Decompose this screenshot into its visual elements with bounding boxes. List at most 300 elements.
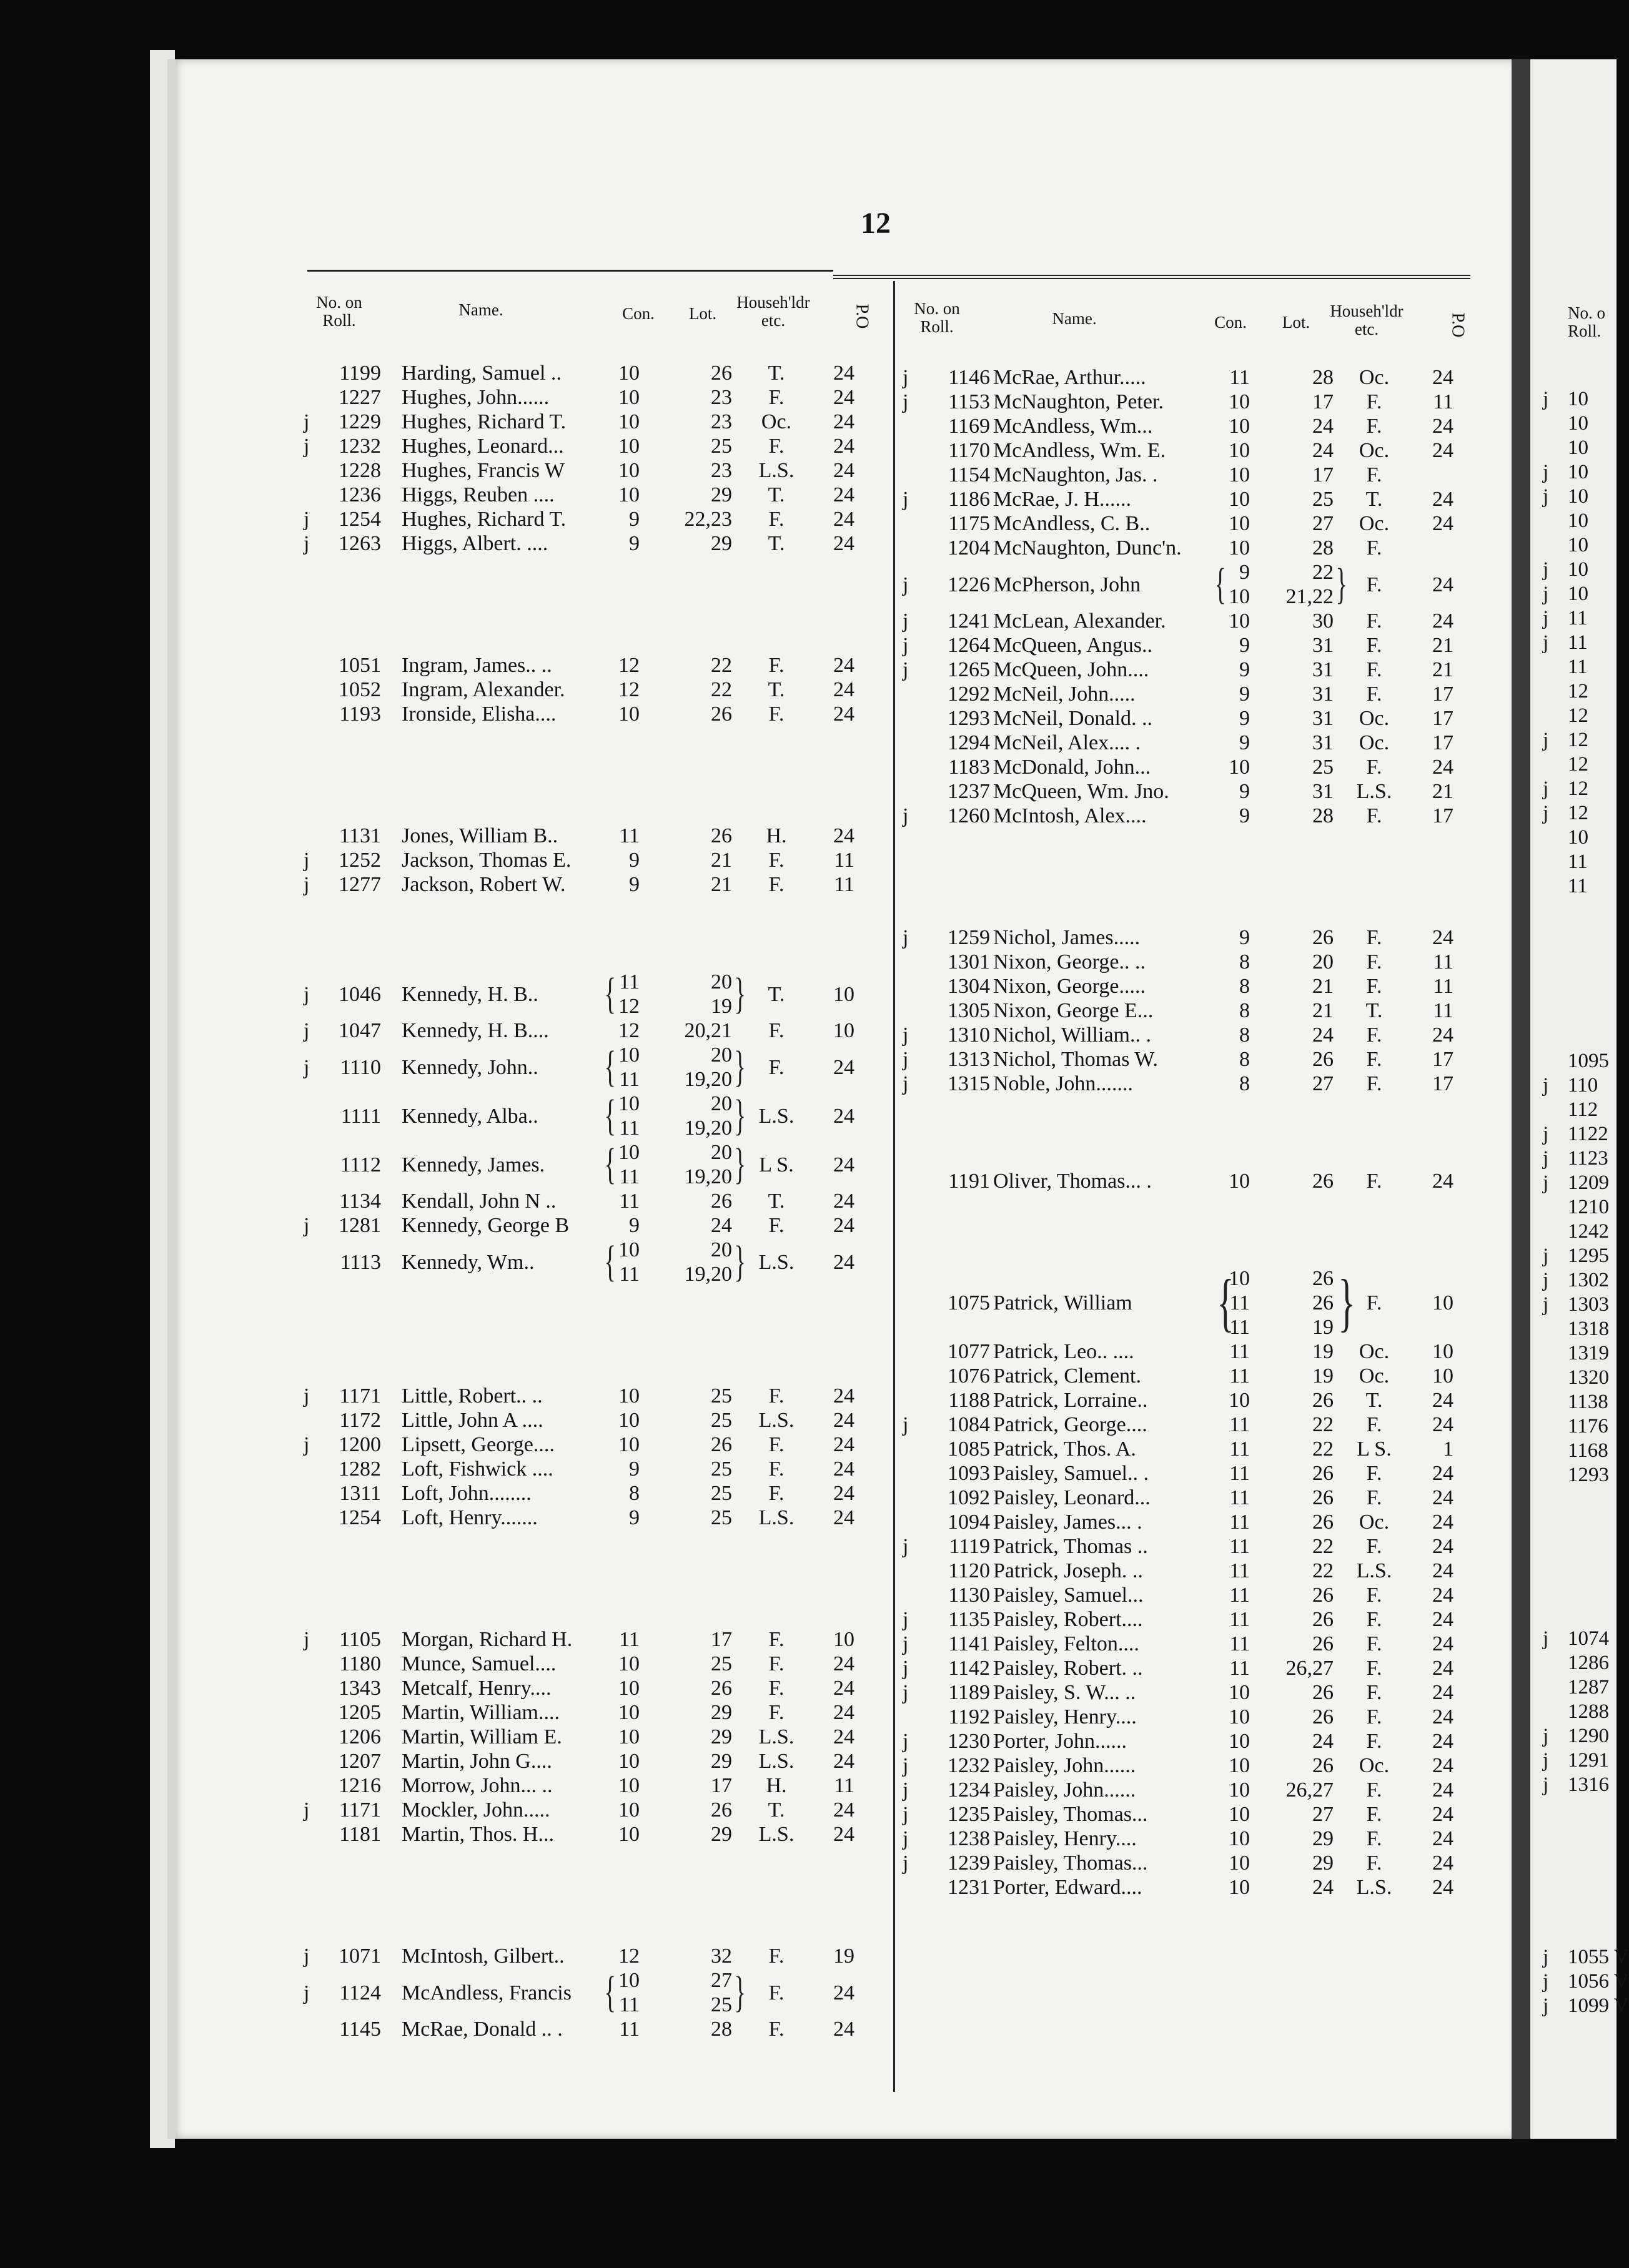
lot: 27: [1312, 1072, 1334, 1095]
post-office: 17: [1432, 1072, 1453, 1095]
post-office: 19: [833, 1945, 854, 1968]
elector-name: McRae, J. H......: [993, 488, 1131, 511]
voter-flag: j: [304, 1019, 310, 1042]
post-office: 21: [1432, 634, 1453, 657]
lot: 26: [1312, 1584, 1334, 1607]
elector-name: McQueen, Wm. Jno.: [993, 780, 1169, 803]
concession: 9: [1239, 561, 1250, 584]
concession: 10: [618, 1823, 640, 1846]
lot-stack: [675, 970, 732, 1018]
householder-status: F.: [1366, 415, 1382, 438]
lot: 25: [711, 1482, 732, 1505]
next-page-entry: [1530, 387, 1617, 412]
post-office: 24: [833, 1750, 854, 1773]
concession: 12: [618, 1945, 640, 1968]
post-office: 24: [833, 1457, 854, 1481]
voter-flag: j: [903, 366, 909, 389]
roll-entry: [292, 1944, 873, 1968]
lot: 20: [711, 970, 732, 993]
elector-name: Hughes, John......: [402, 386, 550, 409]
elector-name: Porter, John......: [993, 1730, 1127, 1753]
roll-number: 1105: [339, 1628, 381, 1651]
householder-status: Oc.: [1359, 366, 1390, 389]
householder-status: F.: [1366, 1657, 1382, 1680]
lot: 28: [1312, 536, 1334, 560]
lot: 29: [1312, 1827, 1334, 1850]
concession: 10: [618, 1433, 640, 1456]
roll-entry: [292, 653, 873, 678]
concession-stack: [1221, 560, 1250, 609]
voter-flag: j: [1543, 558, 1549, 581]
roll-entry: [292, 1481, 873, 1506]
roll-entry: [890, 1559, 1465, 1583]
roll-entry: [292, 1749, 873, 1773]
roll-number: 1176: [1568, 1415, 1608, 1437]
concession: 8: [629, 1482, 640, 1505]
roll-number: 1237: [948, 780, 990, 803]
concession: 10: [618, 459, 640, 482]
section-gap: [890, 828, 1465, 925]
lot: 20: [711, 1043, 732, 1067]
elector-name: Loft, Henry.......: [402, 1506, 538, 1529]
lot: 26: [1312, 1511, 1334, 1534]
roll-entry: [292, 1018, 873, 1043]
lot: 22: [1312, 1559, 1334, 1582]
elector-name: McNaughton, Peter.: [993, 390, 1164, 413]
concession: 8: [1239, 1072, 1250, 1095]
householder-status: F.: [1366, 1705, 1382, 1728]
lot: 22,23: [684, 508, 732, 531]
header-rule-left-2: [833, 275, 1470, 276]
roll-number: 1319: [1568, 1342, 1609, 1364]
roll-entry: [292, 2017, 873, 2041]
voter-flag: j: [903, 658, 909, 681]
roll-number: 1230: [948, 1730, 990, 1753]
elector-name: Paisley, Robert. ..: [993, 1657, 1143, 1680]
lot: 22: [711, 654, 732, 677]
roll-number: 1193: [339, 703, 381, 726]
roll-number: 1242: [1568, 1220, 1609, 1243]
next-page-entry: [1530, 1049, 1617, 1073]
post-office: 24: [1432, 573, 1453, 596]
post-office: 24: [1432, 366, 1453, 389]
lot: 20: [711, 1238, 732, 1261]
roll-number: 1265: [948, 658, 990, 681]
lot: 19: [711, 995, 732, 1018]
concession: 11: [619, 1263, 640, 1286]
roll-number: 1229: [339, 410, 381, 433]
householder-status: T.: [1365, 999, 1383, 1022]
brace-open: {: [1217, 1266, 1234, 1338]
roll-entry: [890, 1534, 1465, 1559]
post-office: 24: [1432, 1511, 1453, 1534]
concession: 11: [619, 1165, 640, 1188]
roll-number: 1199: [339, 362, 381, 385]
lot: 28: [1312, 804, 1334, 827]
next-page-entry: [1530, 1171, 1617, 1195]
roll-entry: [890, 1753, 1465, 1778]
lot: 21: [711, 849, 732, 872]
post-office: 24: [833, 410, 854, 433]
post-office: 10: [833, 983, 854, 1006]
next-page-entry: [1530, 1651, 1617, 1675]
next-page-entry: [1530, 777, 1617, 801]
header-rule-right: [833, 278, 1470, 279]
roll-number: 1094: [948, 1511, 990, 1534]
roll-number: 1142: [948, 1657, 990, 1680]
elector-name: McPherson, John: [993, 573, 1141, 596]
lot-stack: [675, 1238, 732, 1286]
voter-flag: j: [903, 1754, 909, 1777]
lot: 19,20: [684, 1263, 732, 1286]
next-page-entry: [1530, 874, 1617, 899]
concession: 11: [1229, 1511, 1250, 1534]
roll-number: 12: [1568, 753, 1588, 776]
concession: 10: [618, 1238, 640, 1261]
concession: 10: [618, 703, 640, 726]
elector-name: Higgs, Albert. ....: [402, 532, 548, 555]
householder-status: F.: [1366, 573, 1382, 596]
concession: 10: [1229, 536, 1250, 560]
elector-name: Paisley, Thomas...: [993, 1803, 1148, 1826]
elector-name: Patrick, Thomas ..: [993, 1535, 1148, 1558]
roll-entry: [292, 1652, 873, 1676]
roll-number: 1293: [1568, 1464, 1609, 1486]
concession: 10: [1229, 390, 1250, 413]
elector-name: Harding, Samuel ..: [402, 362, 562, 385]
next-page-entry: [1530, 533, 1617, 558]
roll-entry: [292, 1384, 873, 1408]
householder-status: F.: [1366, 950, 1382, 974]
roll-number: 10: [1568, 461, 1588, 483]
concession: 11: [1229, 1462, 1250, 1485]
elector-name: McNaughton, Dunc'n.: [993, 536, 1182, 560]
roll-number: 1085: [948, 1437, 990, 1461]
elector-name: Nichol, Thomas W.: [993, 1048, 1158, 1071]
lot-stack: [675, 1968, 732, 2017]
householder-status: Oc.: [1359, 512, 1390, 535]
roll-number: 1254: [339, 508, 381, 531]
elector-name: Paisley, John......: [993, 1754, 1136, 1777]
post-office: 24: [1432, 488, 1453, 511]
next-page-entry: [1530, 728, 1617, 752]
householder-status: L.S.: [758, 1251, 795, 1274]
lot-stack: [675, 1140, 732, 1189]
roll-number: 1071: [339, 1945, 381, 1968]
next-page-entry: [1530, 412, 1617, 436]
concession: 10: [1229, 1827, 1250, 1850]
next-page-entry: [1530, 679, 1617, 704]
next-page-entry: [1530, 1748, 1617, 1773]
next-page-entry: [1530, 1073, 1617, 1098]
roll-number: 1075: [948, 1291, 990, 1314]
concession: 10: [1229, 415, 1250, 438]
roll-number: 12: [1568, 704, 1588, 727]
lot: 26: [1312, 1048, 1334, 1071]
post-office: 21: [1432, 658, 1453, 681]
lot: 19: [1312, 1340, 1334, 1363]
roll-entry: [890, 779, 1465, 804]
elector-name: Little, John A ....: [402, 1409, 543, 1432]
concession: 9: [629, 873, 640, 896]
concession: 10: [1229, 1876, 1250, 1899]
lot: 19,20: [684, 1165, 732, 1188]
roll-number: 12: [1568, 802, 1588, 824]
concession: 8: [1239, 975, 1250, 998]
next-page-entry: [1530, 1414, 1617, 1439]
elector-name: Patrick, Clement.: [993, 1364, 1142, 1388]
roll-entry: [890, 658, 1465, 682]
post-office: 24: [1432, 1389, 1453, 1412]
elector-name: McLean, Alexander.: [993, 609, 1166, 633]
post-office: 24: [833, 2018, 854, 2041]
next-page-entry: [1530, 509, 1617, 533]
elector-name: McNeil, John.....: [993, 683, 1136, 706]
voter-flag: j: [903, 1657, 909, 1680]
concession: 12: [618, 995, 640, 1018]
concession: 11: [619, 2018, 640, 2041]
concession: 9: [1239, 658, 1250, 681]
voter-flag: j: [903, 1632, 909, 1655]
roll-entry: [890, 1875, 1465, 1900]
concession: 11: [619, 1993, 640, 2016]
roll-entry: [890, 1023, 1465, 1047]
next-page-rows: [1530, 1627, 1617, 1797]
elector-name: Jackson, Robert W.: [402, 873, 566, 896]
post-office: 24: [1432, 1023, 1453, 1047]
concession: 9: [1239, 707, 1250, 730]
roll-number: 1302: [1568, 1269, 1609, 1291]
post-office: 11: [834, 849, 854, 872]
lot: 28: [711, 2018, 732, 2041]
householder-status: F.: [768, 508, 785, 531]
householder-status: F.: [1366, 1486, 1382, 1509]
elector-name: Patrick, Joseph. ..: [993, 1559, 1143, 1582]
post-office: 24: [1432, 415, 1453, 438]
concession: 9: [629, 508, 640, 531]
roll-entry: [890, 1461, 1465, 1486]
voter-flag: j: [304, 410, 310, 433]
householder-status: L.S.: [758, 1409, 795, 1432]
elector-name: Nixon, George.....: [993, 975, 1146, 998]
roll-number: 11: [1568, 656, 1588, 678]
post-office: 11: [834, 873, 854, 896]
roll-number: 1095: [1568, 1050, 1609, 1072]
post-office: 10: [1432, 1364, 1453, 1388]
roll-number: 1315: [948, 1072, 990, 1095]
roll-number: 10: [1568, 534, 1588, 556]
roll-entry: [890, 804, 1465, 828]
elector-name: Ironside, Elisha....: [402, 703, 557, 726]
lot: 20: [711, 1092, 732, 1115]
elector-name: Paisley, James... .: [993, 1511, 1142, 1534]
post-office: 24: [833, 1214, 854, 1237]
roll-number: 1288: [1568, 1700, 1609, 1723]
elector-name: Nichol, James.....: [993, 926, 1141, 949]
post-office: 24: [833, 1153, 854, 1176]
next-page-entry: [1530, 485, 1617, 509]
next-page-entry: [1530, 1773, 1617, 1797]
concession: 11: [619, 1190, 640, 1213]
householder-status: L.S.: [758, 1750, 795, 1773]
elector-name: Kennedy, George B: [402, 1214, 570, 1237]
post-office: 24: [833, 508, 854, 531]
lot: 26: [711, 362, 732, 385]
roll-number: 1236: [339, 483, 381, 506]
voter-flag: j: [903, 390, 909, 413]
lot: 20: [711, 1141, 732, 1164]
roll-entry: [890, 1364, 1465, 1388]
concession: 12: [618, 654, 640, 677]
voter-flag: j: [304, 532, 310, 555]
lot: 23: [711, 459, 732, 482]
roll-number: 1304: [948, 975, 990, 998]
lot: 26: [1312, 1462, 1334, 1485]
roll-number: 1293: [948, 707, 990, 730]
householder-status: F.: [1366, 1681, 1382, 1704]
section-gap: [292, 1286, 873, 1384]
post-office: 24: [1432, 439, 1453, 462]
roll-entry: [292, 1213, 873, 1238]
roll-number: 1171: [339, 1798, 381, 1822]
roll-number: 1252: [339, 849, 381, 872]
post-office: 24: [1432, 1608, 1453, 1631]
post-office: 24: [833, 1433, 854, 1456]
brace-open: {: [604, 1140, 616, 1188]
next-page-rows: [1530, 387, 1617, 899]
roll-number: 10: [1568, 485, 1588, 508]
lot: 25: [711, 1993, 732, 2016]
elector-name: Lipsett, George....: [402, 1433, 555, 1456]
lot: 20: [1312, 950, 1334, 974]
lot-stack: [1276, 560, 1334, 609]
roll-number: 1263: [339, 532, 381, 555]
brace-open: {: [604, 1043, 616, 1091]
lot: 17: [1312, 463, 1334, 486]
roll-number: 1170: [948, 439, 990, 462]
roll-number: 1077: [948, 1340, 990, 1363]
lot: 25: [711, 1457, 732, 1481]
roll-number: 1282: [339, 1457, 381, 1481]
householder-status: F.: [1366, 634, 1382, 657]
voter-flag: j: [903, 1730, 909, 1753]
post-office: 24: [833, 1823, 854, 1846]
voter-flag: j: [903, 1608, 909, 1631]
concession: 9: [629, 1457, 640, 1481]
lot: 22: [1312, 561, 1334, 584]
voter-flag: j: [1543, 1293, 1549, 1316]
householder-status: Oc.: [1359, 439, 1390, 462]
brace-close: }: [734, 970, 746, 1018]
lot: 32: [711, 1945, 732, 1968]
householder-status: Oc.: [1359, 731, 1390, 754]
post-office: 24: [833, 532, 854, 555]
next-page-entry: [1530, 1317, 1617, 1341]
householder-status: Oc.: [1359, 707, 1390, 730]
householder-status: T.: [768, 362, 785, 385]
voter-flag: j: [903, 609, 909, 633]
householder-status: F.: [1366, 756, 1382, 779]
post-office: 24: [1432, 1730, 1453, 1753]
roll-entry: [890, 1607, 1465, 1632]
next-page-rows: [1530, 1945, 1629, 2018]
householder-status: L.S.: [758, 459, 795, 482]
header-po-left: P.O: [852, 303, 872, 329]
post-office: 24: [1432, 1657, 1453, 1680]
roll-number: 110: [1568, 1074, 1598, 1097]
elector-name: Martin, William....: [402, 1701, 560, 1724]
roll-number: 1111: [340, 1105, 381, 1128]
lot: 31: [1312, 658, 1334, 681]
roll-entry: [890, 1047, 1465, 1072]
lot: 28: [1312, 366, 1334, 389]
concession: 9: [1239, 804, 1250, 827]
householder-status: T.: [768, 532, 785, 555]
post-office: 24: [1432, 1486, 1453, 1509]
roll-entry: [292, 361, 873, 385]
householder-status: F.: [1366, 1023, 1382, 1047]
elector-name: Ingram, James.. ..: [402, 654, 552, 677]
concession: 9: [1239, 731, 1250, 754]
roll-entry: [292, 1773, 873, 1798]
post-office: 24: [833, 1701, 854, 1724]
roll-number: 10: [1568, 826, 1588, 849]
next-page-entry: [1530, 826, 1617, 850]
elector-name: Porter, Edward....: [993, 1876, 1142, 1899]
roll-number: 1207: [339, 1750, 381, 1773]
header-househ-left: Househ'ldr etc.: [736, 293, 810, 330]
concession: 10: [1229, 1705, 1250, 1728]
next-page-entry: [1530, 850, 1617, 874]
roll-entry: [890, 1827, 1465, 1851]
next-page-entry: [1530, 1390, 1617, 1414]
concession: 10: [1229, 488, 1250, 511]
voter-flag: j: [1543, 583, 1549, 605]
householder-status: F.: [768, 2018, 785, 2041]
roll-entry: [292, 1700, 873, 1725]
post-office: 24: [833, 654, 854, 677]
roll-number: 1232: [948, 1754, 990, 1777]
elector-name: McDonald, John...: [993, 756, 1151, 779]
elector-name: Martin, William E.: [402, 1725, 562, 1748]
concession: 10: [1229, 1778, 1250, 1802]
elector-name: Patrick, Lorraine..: [993, 1389, 1148, 1412]
householder-status: H.: [766, 1774, 787, 1797]
concession-stack: [611, 970, 640, 1018]
householder-status: F.: [768, 386, 785, 409]
brace-close: }: [1335, 560, 1348, 608]
post-office: 24: [833, 703, 854, 726]
elector-name: McAndless, Francis: [402, 1981, 572, 2004]
post-office: 24: [1432, 1778, 1453, 1802]
roll-number: 1235: [948, 1803, 990, 1826]
post-office: 24: [833, 386, 854, 409]
elector-name: Martin, Thos. H...: [402, 1823, 554, 1846]
roll-entry: [292, 1506, 873, 1530]
roll-entry: [890, 1339, 1465, 1364]
householder-status: F.: [1366, 975, 1382, 998]
roll-entry: [890, 633, 1465, 658]
lot: 26: [1312, 1754, 1334, 1777]
householder-status: F.: [1366, 926, 1382, 949]
householder-status: F.: [768, 1482, 785, 1505]
roll-number: 1206: [339, 1725, 381, 1748]
elector-name: Kennedy, Alba..: [402, 1105, 538, 1128]
elector-name: Patrick, William: [993, 1291, 1132, 1314]
page-number: 12: [861, 207, 891, 240]
concession: 10: [618, 1043, 640, 1067]
concession: 10: [1229, 1267, 1250, 1290]
